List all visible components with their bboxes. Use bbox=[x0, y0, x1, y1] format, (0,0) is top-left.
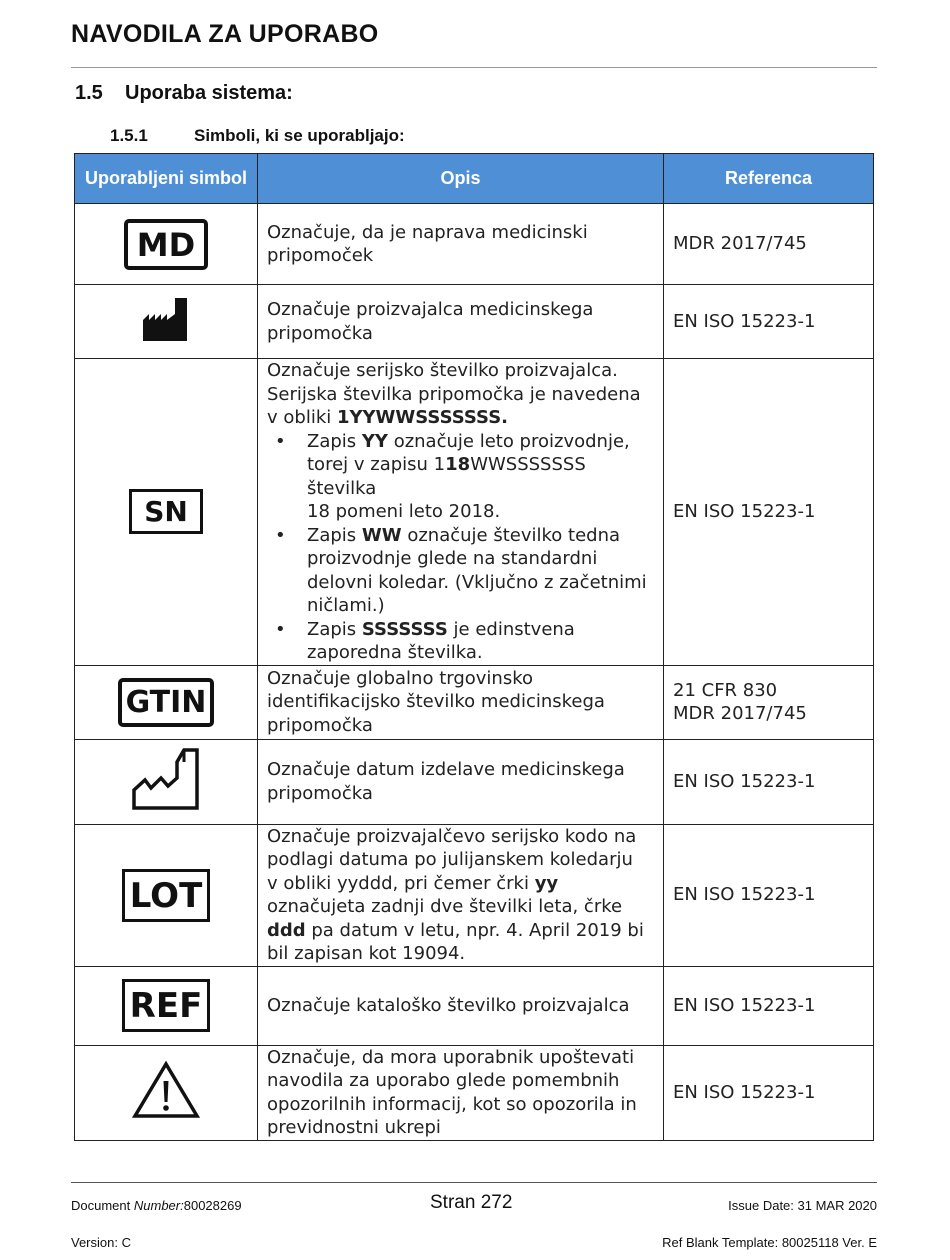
list-item: • Zapis WW označuje številko tedna proizvodnje glede na standardni delovni koledar. (Vključno z začetnimi ničlami.) bbox=[275, 524, 647, 616]
section-title: Uporaba sistema: bbox=[125, 82, 293, 104]
template-reference: Ref Blank Template: 80025118 Ver. E bbox=[662, 1235, 877, 1250]
reference-text: EN ISO 15223-1 bbox=[673, 1081, 816, 1103]
column-header-reference: Referenca bbox=[664, 154, 874, 204]
table-row bbox=[75, 1045, 874, 1140]
description-line: pripomoček bbox=[267, 245, 374, 266]
description-cell bbox=[258, 1045, 664, 1140]
bullet-list bbox=[267, 430, 655, 665]
symbol-cell bbox=[75, 665, 258, 739]
reference-text: EN ISO 15223-1 bbox=[673, 994, 816, 1016]
reference-cell bbox=[664, 966, 874, 1045]
description-line: opozorilnih informacij, kot so opozorila in bbox=[267, 1093, 637, 1115]
description-cell bbox=[258, 359, 664, 666]
description-line: Označuje globalno trgovinsko bbox=[267, 667, 534, 689]
serial-number-icon: SN bbox=[129, 489, 203, 534]
reference-cell bbox=[664, 824, 874, 966]
description-line: podlagi datuma po julijanskem koledarju bbox=[267, 849, 633, 870]
description-line: navodila za uporabo glede pomembnih bbox=[267, 1070, 620, 1091]
description-line: označujeta zadnji dve številki leta, črke bbox=[267, 896, 623, 917]
table-row bbox=[75, 204, 874, 285]
reference-cell bbox=[664, 1045, 874, 1140]
section-heading bbox=[75, 82, 293, 105]
description-line: identifikacijsko številko medicinskega bbox=[267, 691, 605, 713]
date-of-manufacture-icon bbox=[131, 747, 201, 811]
reference-cell bbox=[664, 204, 874, 285]
caution-warning-icon bbox=[132, 1060, 200, 1120]
reference-cell bbox=[664, 665, 874, 739]
description-cell bbox=[258, 739, 664, 824]
description-line: Označuje kataloško številko proizvajalca bbox=[267, 994, 630, 1016]
symbol-cell bbox=[75, 1045, 258, 1140]
issue-date: Issue Date: 31 MAR 2020 bbox=[728, 1198, 877, 1213]
reference-cell bbox=[664, 359, 874, 666]
manufacturer-icon bbox=[142, 296, 190, 342]
column-header-symbol: Uporabljeni simbol bbox=[75, 154, 258, 204]
title-divider bbox=[71, 67, 877, 68]
description-line: Označuje proizvajalčevo serijsko kodo na bbox=[267, 825, 637, 847]
table-row bbox=[75, 285, 874, 359]
list-item: • Zapis YY označuje leto proizvodnje, torej v zapisu 118WWSSSSSSS številka 18 pomeni leto 2018. bbox=[275, 430, 630, 522]
reference-cell bbox=[664, 739, 874, 824]
column-header-description: Opis bbox=[258, 154, 664, 204]
document-title: NAVODILA ZA UPORABO bbox=[71, 20, 379, 48]
document-number: Document Number:80028269 bbox=[71, 1198, 242, 1213]
subsection-number: 1.5.1 bbox=[110, 126, 148, 145]
description-cell bbox=[258, 824, 664, 966]
subsection-heading bbox=[110, 126, 405, 146]
reference-text: EN ISO 15223-1 bbox=[673, 770, 816, 792]
symbol-cell bbox=[75, 966, 258, 1045]
reference-text: MDR 2017/745 bbox=[673, 233, 807, 255]
page-number: Stran 272 bbox=[430, 1192, 513, 1213]
catalogue-number-icon: REF bbox=[122, 979, 211, 1032]
subsection-title: Simboli, ki se uporabljajo: bbox=[194, 126, 405, 145]
description-line: pripomočka bbox=[267, 714, 373, 736]
description-cell bbox=[258, 966, 664, 1045]
description-cell bbox=[258, 285, 664, 359]
reference-text: EN ISO 15223-1 bbox=[673, 310, 816, 332]
description-line: v obliki 1YYWWSSSSSSS. bbox=[267, 407, 509, 428]
table-row bbox=[75, 966, 874, 1045]
table-row bbox=[75, 665, 874, 739]
symbols-table bbox=[74, 153, 874, 1141]
description-line: pripomočka bbox=[267, 322, 373, 344]
version: Version: C bbox=[71, 1235, 131, 1250]
reference-text: 21 CFR 830 bbox=[673, 679, 778, 701]
description-line: Označuje datum izdelave medicinskega bbox=[267, 759, 625, 780]
table-header-row bbox=[75, 154, 874, 204]
table-row bbox=[75, 824, 874, 966]
description-line: Označuje, da mora uporabnik upoštevati bbox=[267, 1046, 635, 1068]
table-row bbox=[75, 359, 874, 666]
description-line: v obliki yyddd, pri čemer črki yy bbox=[267, 872, 559, 894]
description-cell bbox=[258, 204, 664, 285]
symbol-cell bbox=[75, 204, 258, 285]
description-line: pripomočka bbox=[267, 782, 373, 804]
list-item: • Zapis SSSSSSS je edinstvena zaporedna številka. bbox=[275, 618, 575, 663]
symbol-cell bbox=[75, 285, 258, 359]
section-number: 1.5 bbox=[75, 82, 103, 104]
description-line: Serijska številka pripomočka je navedena bbox=[267, 383, 641, 405]
footer-divider bbox=[71, 1182, 877, 1183]
table-row bbox=[75, 739, 874, 824]
symbol-cell bbox=[75, 359, 258, 666]
reference-text: EN ISO 15223-1 bbox=[673, 884, 816, 906]
reference-text: MDR 2017/745 bbox=[673, 703, 807, 724]
gtin-icon: GTIN bbox=[118, 678, 215, 727]
description-line: previdnostni ukrepi bbox=[267, 1117, 441, 1138]
description-line: Označuje serijsko številko proizvajalca. bbox=[267, 360, 618, 381]
medical-device-icon: MD bbox=[124, 219, 208, 270]
description-line: bil zapisan kot 19094. bbox=[267, 943, 466, 964]
description-cell bbox=[258, 665, 664, 739]
description-line: Označuje, da je naprava medicinski bbox=[267, 221, 588, 243]
reference-text: EN ISO 15223-1 bbox=[673, 501, 816, 522]
symbol-cell bbox=[75, 739, 258, 824]
description-line: ddd pa datum v letu, npr. 4. April 2019 bi bbox=[267, 919, 644, 941]
reference-cell bbox=[664, 285, 874, 359]
symbol-cell bbox=[75, 824, 258, 966]
lot-icon: LOT bbox=[122, 869, 211, 922]
description-line: Označuje proizvajalca medicinskega bbox=[267, 299, 594, 320]
